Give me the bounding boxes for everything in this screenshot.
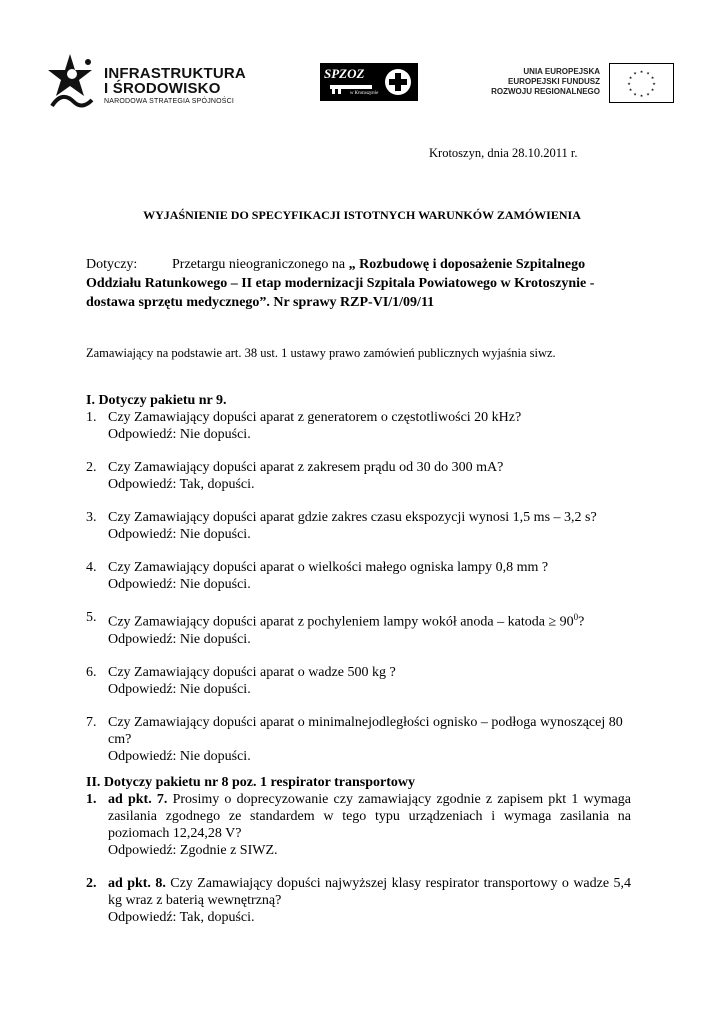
spzoz-logo (320, 63, 418, 101)
eu-logo (488, 63, 676, 105)
answer-text: Odpowiedź: Nie dopuści. (108, 577, 251, 592)
svg-text:★: ★ (646, 70, 650, 76)
spzoz-logo-text: SPZOZ (324, 66, 365, 81)
question-text: ad pkt. 7. Prosimy o doprecyzowanie czy zamawiający zgodnie z zapisem pkt 1 wymaga zasilania zgodnego ze standardem w tego typu urządzeniach i wymaga zasilania na poziomach 12,24,28 V? (108, 791, 631, 841)
section-1 (86, 392, 631, 942)
question-text: ad pkt. 8. Czy Zamawiający dopuści najwyższej klasy respirator transportowy o wadze 5,4 kg wraz z baterią wewnętrzną? (108, 875, 631, 908)
question-text: Czy Zamawiający dopuści aparat gdzie zakres czasu ekspozycji wynosi 1,5 ms – 3,2 s? (108, 510, 597, 525)
answer-text: Odpowiedź: Tak, dopuści. (108, 477, 255, 492)
svg-text:★: ★ (652, 81, 656, 86)
list-item: 2. Czy Zamawiający dopuści aparat z zakresem prądu od 30 do 300 mA? Odpowiedź: Tak, dopuści. (86, 459, 631, 493)
list-item: 7. Czy Zamawiający dopuści aparat o minimalnejodległości ognisko – podłoga wynoszącej 80 cm? Odpowiedź: Nie dopuści. (86, 714, 631, 765)
section-2-heading: II. Dotyczy pakietu nr 8 poz. 1 respirator transportowy (86, 774, 415, 790)
logo-line-3: NARODOWA STRATEGIA SPÓJNOŚCI (104, 98, 235, 105)
eu-line-2: EUROPEJSKI FUNDUSZ (507, 77, 600, 86)
answer-text: Odpowiedź: Nie dopuści. (108, 527, 251, 542)
svg-text:★: ★ (650, 87, 655, 92)
logo-line-1: INFRASTRUKTURA (104, 65, 246, 82)
svg-text:★: ★ (639, 69, 644, 74)
date-line: Krotoszyn, dnia 28.10.2011 r. (429, 146, 578, 160)
svg-text:★: ★ (627, 81, 631, 86)
question-text: Czy Zamawiający dopuści aparat z zakresem prądu od 30 do 300 mA? (108, 460, 504, 475)
document-title: WYJAŚNIENIE DO SPECYFIKACJI ISTOTNYCH WARUNKÓW ZAMÓWIENIA (143, 208, 581, 222)
eu-line-1: UNIA EUROPEJSKA (523, 67, 600, 76)
question-text: Czy Zamawiający dopuści aparat o wielkości małego ogniska lampy 0,8 mm ? (108, 560, 549, 575)
question-text: Czy Zamawiający dopuści aparat z generatorem o częstotliwości 20 kHz? (108, 410, 522, 425)
eu-flag-icon (609, 63, 674, 103)
intro-text: Zamawiający na podstawie art. 38 ust. 1 ustawy prawo zamówień publicznych wyjaśnia siwz. (86, 346, 556, 360)
answer-text: Odpowiedź: Nie dopuści. (108, 681, 251, 697)
answer-text: Odpowiedź: Nie dopuści. (108, 427, 251, 442)
list-item: 1. ad pkt. 7. Prosimy o doprecyzowanie czy zamawiający zgodnie z zapisem pkt 1 wymaga zasilania zgodnego ze standardem w tego typu urządzeniach i wymaga zasilania na poziomach 12,24,28 V? Odpowiedź: Zgodnie z SIWZ. (86, 791, 631, 858)
star-figure-icon (42, 50, 100, 114)
list-item: 2. ad pkt. 8. Czy Zamawiający dopuści najwyższej klasy respirator transportowy o wadze 5,4 kg wraz z baterią wewnętrzną? Odpowiedź: Tak, dopuści. (86, 875, 631, 925)
subject-label: Dotyczy: (86, 257, 138, 272)
question-text: Czy Zamawiający dopuści aparat z pochyleniem lampy wokół anoda – katoda ≥ $90^0$? (108, 612, 585, 630)
infrastruktura-logo (42, 50, 257, 114)
svg-text:★: ★ (639, 93, 644, 98)
logo-line-2: I ŚRODOWISKO (104, 80, 221, 97)
svg-text:★: ★ (633, 91, 637, 97)
svg-text:★: ★ (633, 70, 637, 76)
answer-text: Odpowiedź: Nie dopuści. (108, 631, 251, 647)
question-text: Czy Zamawiający dopuści aparat o wadze 500 kg ? (108, 664, 396, 680)
spzoz-logo-sub: w Krotoszynie (350, 91, 379, 96)
list-item: 6. Czy Zamawiający dopuści aparat o wadze 500 kg ? Odpowiedź: Nie dopuści. (86, 664, 631, 698)
list-item: 1. Czy Zamawiający dopuści aparat z generatorem o częstotliwości 20 kHz? Odpowiedź: Nie dopuści. (86, 409, 631, 443)
question-text: Czy Zamawiający dopuści aparat o minimalnejodległości ognisko – podłoga wynoszącej 80 cm? (108, 714, 623, 747)
eu-line-3: ROZWOJU REGIONALNEGO (491, 87, 600, 96)
answer-text: Odpowiedź: Tak, dopuści. (108, 909, 255, 925)
svg-text:★: ★ (628, 75, 633, 80)
section-1-heading: I. Dotyczy pakietu nr 9. (86, 393, 227, 408)
list-item: 4. Czy Zamawiający dopuści aparat o wielkości małego ogniska lampy 0,8 mm ? Odpowiedź: Nie dopuści. (86, 559, 631, 593)
svg-text:★: ★ (646, 91, 650, 97)
subject-bold: „ Rozbudowę i doposażenie Szpitalnego Oddziału Ratunkowego – II etap modernizacji Szpitala Powiatowego w Krotoszynie - dostawa sprzętu medycznego”. Nr sprawy RZP-VI/1/09/11 (86, 257, 595, 310)
svg-text:★: ★ (628, 87, 633, 92)
list-item: 5. Czy Zamawiający dopuści aparat z pochyleniem lampy wokół anoda – katoda ≥ $90^0$? Odpowiedź: Nie dopuści. (86, 609, 631, 648)
list-item: 3. Czy Zamawiający dopuści aparat gdzie zakres czasu ekspozycji wynosi 1,5 ms – 3,2 s? Odpowiedź: Nie dopuści. (86, 509, 631, 543)
answer-text: Odpowiedź: Nie dopuści. (108, 748, 251, 764)
svg-text:★: ★ (650, 75, 655, 80)
answer-text: Odpowiedź: Zgodnie z SIWZ. (108, 842, 278, 858)
subject-prefix: Przetargu nieograniczonego na (172, 257, 346, 272)
subject-block (86, 255, 621, 312)
